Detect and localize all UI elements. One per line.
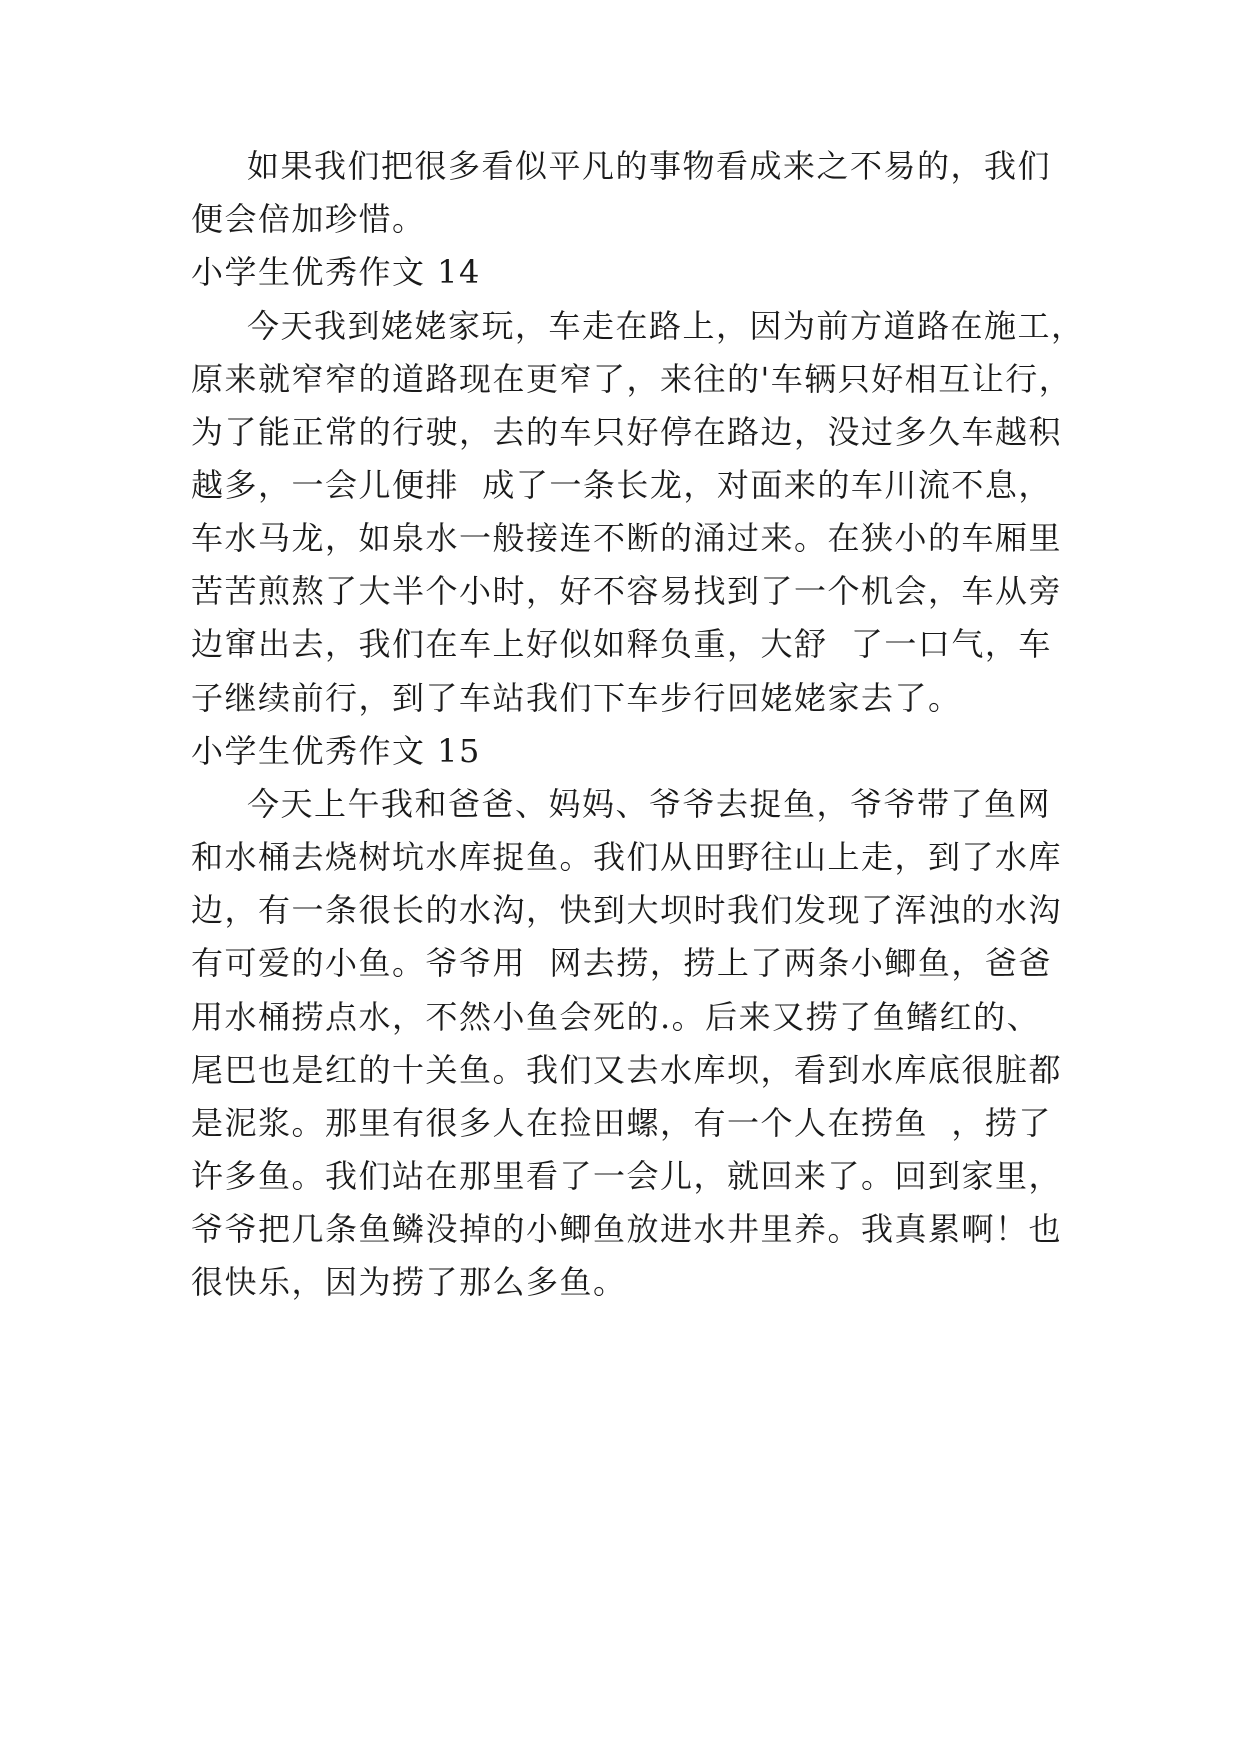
paragraph-line: 有可爱的小鱼。爷爷用 网去捞，捞上了两条小鲫鱼，爸爸: [191, 944, 1052, 982]
paragraph-line: 爷爷把几条鱼鳞没掉的小鲫鱼放进水井里养。我真累啊！也: [191, 1210, 1063, 1248]
paragraph-line: 边，有一条很长的水沟，快到大坝时我们发现了浑浊的水沟: [191, 891, 1063, 929]
section-heading: 小学生优秀作文 14: [191, 253, 481, 291]
paragraph-line: 和水桶去烧树坑水库捉鱼。我们从田野往山上走，到了水库: [191, 838, 1063, 876]
paragraph-line: 原来就窄窄的道路现在更窄了，来往的'车辆只好相互让行，: [191, 360, 1073, 398]
paragraph-line: 今天我到姥姥家玩，车走在路上，因为前方道路在施工，: [247, 307, 1085, 345]
paragraph-line: 便会倍加珍惜。: [191, 200, 426, 238]
paragraph-line: 边窜出去，我们在车上好似如释负重，大舒 了一口气，车: [191, 625, 1052, 663]
paragraph-line: 很快乐，因为捞了那么多鱼。: [191, 1263, 627, 1301]
paragraph-line: 许多鱼。我们站在那里看了一会儿，就回来了。回到家里，: [191, 1157, 1063, 1195]
paragraph-line: 如果我们把很多看似平凡的事物看成来之不易的，我们: [247, 147, 1052, 185]
paragraph-line: 是泥浆。那里有很多人在捡田螺，有一个人在捞鱼 ，捞了: [191, 1104, 1052, 1142]
paragraph-line: 车水马龙，如泉水一般接连不断的涌过来。在狭小的车厢里: [191, 519, 1063, 557]
section-heading: 小学生优秀作文 15: [191, 732, 481, 770]
paragraph-line: 子继续前行，到了车站我们下车步行回姥姥家去了。: [191, 679, 962, 717]
paragraph-line: 苦苦煎熬了大半个小时，好不容易找到了一个机会，车从旁: [191, 572, 1063, 610]
paragraph-line: 为了能正常的行驶，去的车只好停在路边，没过多久车越积: [191, 413, 1063, 451]
paragraph-line: 尾巴也是红的十关鱼。我们又去水库坝，看到水库底很脏都: [191, 1051, 1063, 1089]
paragraph-line: 用水桶捞点水，不然小鱼会死的.。后来又捞了鱼鳍红的、: [191, 998, 1041, 1036]
paragraph-line: 越多，一会儿便排 成了一条长龙，对面来的车川流不息，: [191, 466, 1052, 504]
paragraph-line: 今天上午我和爸爸、妈妈、爷爷去捉鱼，爷爷带了鱼网: [247, 785, 1052, 823]
